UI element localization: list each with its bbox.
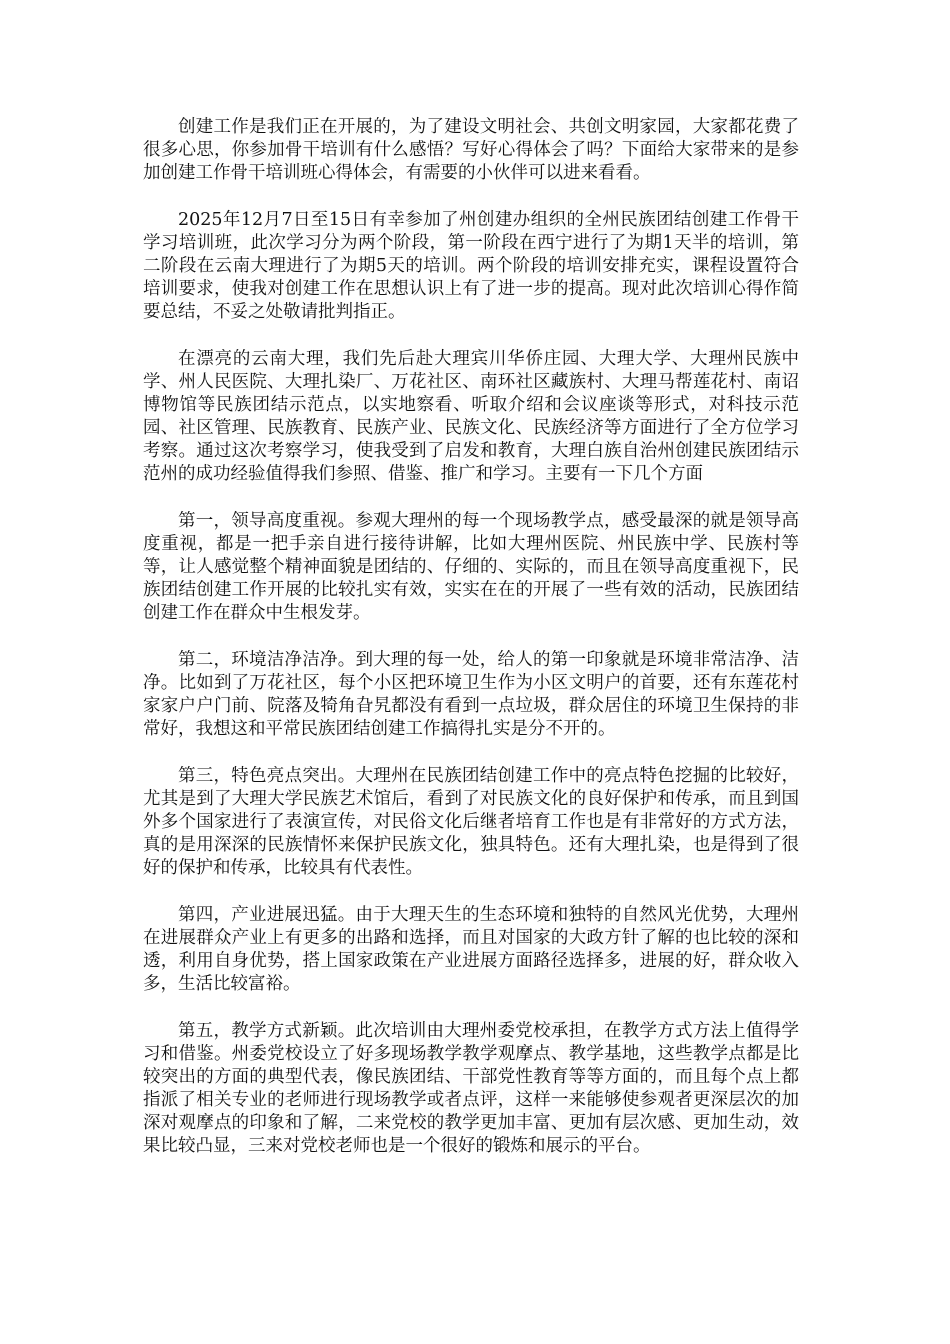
point-four-paragraph: 第四，产业进展迅猛。由于大理天生的生态环境和独特的自然风光优势，大理州在进展群众产业上有更多的出路和选择，而且对国家的大政方针了解的也比较的深和透，利用自身优势，搭上国家政策在产业进展方面路径选择多，进展的好，群众收入多，生活比较富裕。	[143, 905, 799, 994]
intro-paragraph: 创建工作是我们正在开展的，为了建设文明社会、共创文明家园，大家都花费了很多心思，你参加骨干培训有什么感悟？写好心得体会了吗？下面给大家带来的是参加创建工作骨干培训班心得体会，有需要的小伙伴可以进来看看。	[143, 117, 799, 183]
point-one-paragraph: 第一，领导高度重视。参观大理州的每一个现场教学点，感受最深的就是领导高度重视，都是一把手亲自进行接待讲解，比如大理州医院、州民族中学、民族村等等，让人感觉整个精神面貌是团结的、仔细的、实际的，而且在领导高度重视下，民族团结创建工作开展的比较扎实有效，实实在在的开展了一些有效的活动，民族团结创建工作在群众中生根发芽。	[143, 511, 799, 623]
point-five-paragraph: 第五，教学方式新颖。此次培训由大理州委党校承担，在教学方式方法上值得学习和借鉴。州委党校设立了好多现场教学教学观摩点、教学基地，这些教学点都是比较突出的方面的典型代表，像民族团结、干部党性教育等等方面的，而且每个点上都指派了相关专业的老师进行现场教学或者点评，这样一来能够使参观者更深层次的加深对观摩点的印象和了解，二来党校的教学更加丰富、更加有层次感、更加生动，效果比较凸显，三来对党校老师也是一个很好的锻炼和展示的平台。	[143, 1021, 799, 1156]
training-overview-paragraph: 2025年12月7日至15日有幸参加了州创建办组织的全州民族团结创建工作骨干学习培训班，此次学习分为两个阶段，第一阶段在西宁进行了为期1天半的培训，第二阶段在云南大理进行了为期5天的培训。两个阶段的培训安排充实，课程设置符合培训要求，使我对创建工作在思想认识上有了进一步的提高。现对此次培训心得作简要总结，不妥之处敬请批判指正。	[143, 210, 799, 322]
document-body	[143, 116, 799, 1182]
point-two-paragraph: 第二，环境洁净洁净。到大理的每一处，给人的第一印象就是环境非常洁净、洁净。比如到了万花社区，每个小区把环境卫生作为小区文明户的首要，还有东莲花村家家户户门前、院落及犄角旮旯都没有看到一点垃圾，群众居住的环境卫生保持的非常好，我想这和平常民族团结创建工作搞得扎实是分不开的。	[143, 650, 799, 739]
point-three-paragraph: 第三，特色亮点突出。大理州在民族团结创建工作中的亮点特色挖掘的比较好，尤其是到了大理大学民族艺术馆后，看到了对民族文化的良好保护和传承，而且到国外多个国家进行了表演宣传，对民俗文化后继者培育工作也是有非常好的方式方法，真的是用深深的民族情怀来保护民族文化，独具特色。还有大理扎染，也是得到了很好的保护和传承，比较具有代表性。	[143, 766, 799, 878]
dali-visit-paragraph: 在漂亮的云南大理，我们先后赴大理宾川华侨庄园、大理大学、大理州民族中学、州人民医院、大理扎染厂、万花社区、南环社区藏族村、大理马帮莲花村、南诏博物馆等民族团结示范点，以实地察看、听取介绍和会议座谈等形式，对科技示范园、社区管理、民族教育、民族产业、民族文化、民族经济等方面进行了全方位学习考察。通过这次考察学习，使我受到了启发和教育，大理白族自治州创建民族团结示范州的成功经验值得我们参照、借鉴、推广和学习。主要有一下几个方面	[143, 349, 799, 484]
